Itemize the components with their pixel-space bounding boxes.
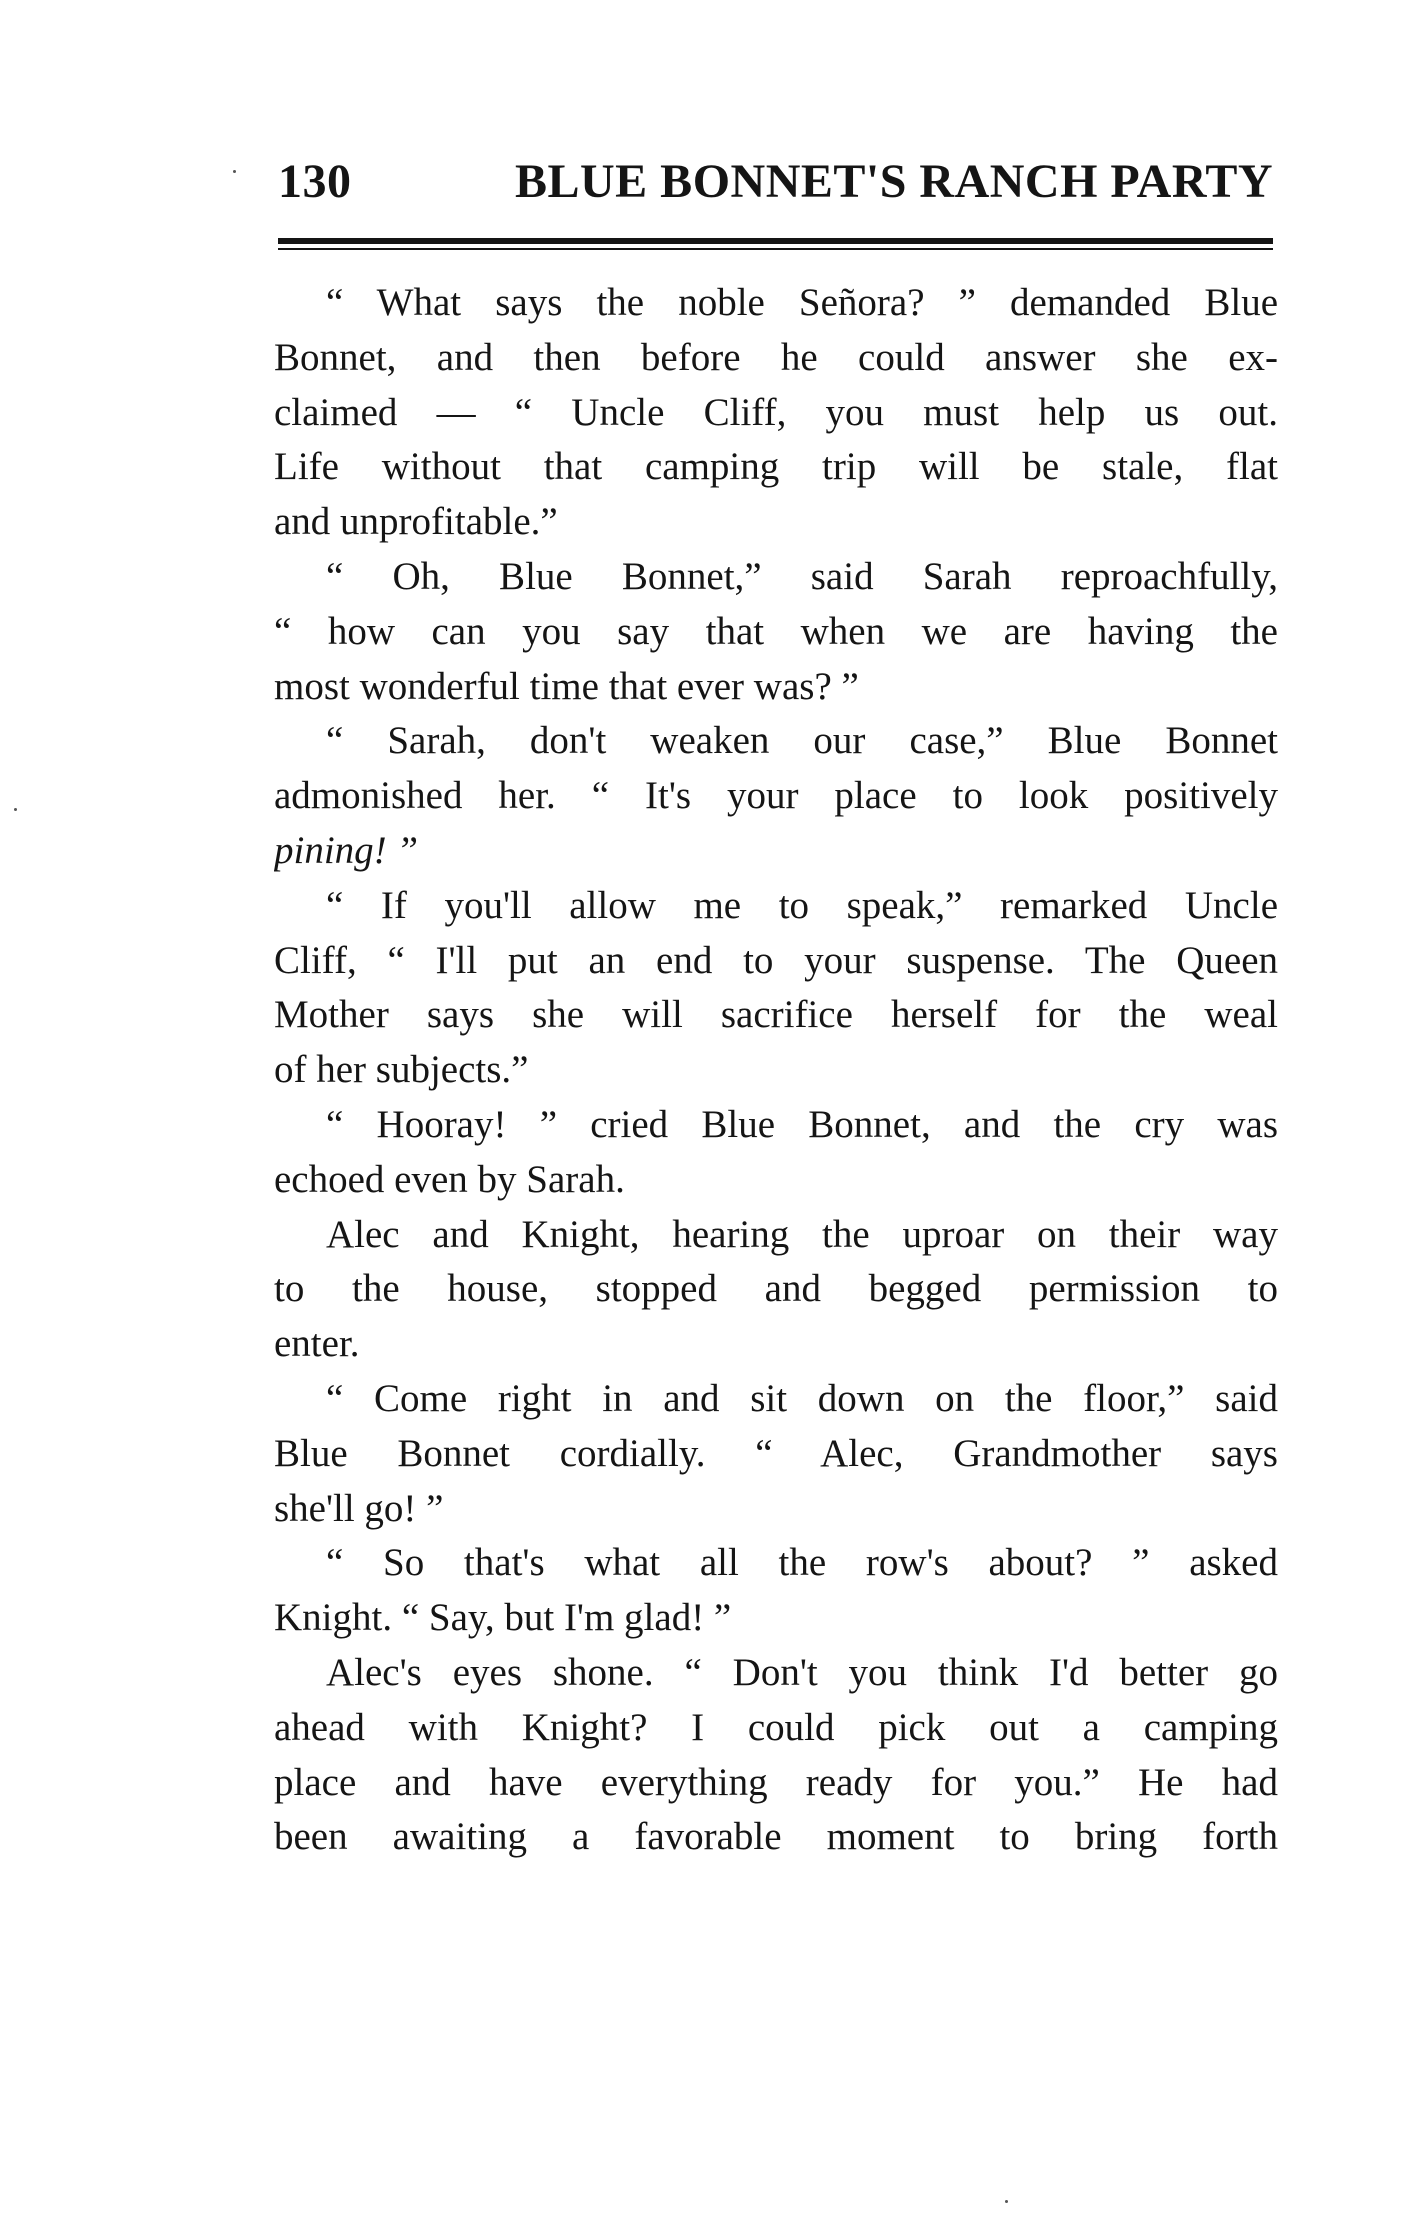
text-line-content: pining! ”	[274, 828, 419, 872]
text-line-content: claimed — “ Uncle Cliff, you must help us out.	[274, 390, 1278, 434]
text-line	[274, 386, 1278, 441]
text-line	[274, 1372, 1278, 1427]
text-line-content: ahead with Knight? I could pick out a camping	[274, 1705, 1278, 1749]
text-line-content: Alec's eyes shone. “ Don't you think I'd better go	[326, 1650, 1278, 1694]
text-line	[274, 988, 1278, 1043]
text-line-content: Alec and Knight, hearing the uproar on their way	[326, 1212, 1278, 1256]
text-line-content: most wonderful time that ever was? ”	[274, 664, 859, 708]
paper-speck	[14, 808, 17, 811]
running-header	[278, 155, 1273, 238]
text-line-content: enter.	[274, 1322, 360, 1366]
text-line-content: “ Oh, Blue Bonnet,” said Sarah reproachfully,	[326, 554, 1278, 598]
running-title: BLUE BONNET'S RANCH PARTY	[514, 155, 1273, 208]
paper-speck	[233, 170, 236, 173]
text-line-content: of her subjects.”	[274, 1048, 529, 1092]
text-line-content: “ If you'll allow me to speak,” remarked Uncle	[326, 883, 1278, 927]
text-line	[274, 331, 1278, 386]
header-line	[278, 155, 1273, 208]
text-line	[274, 1262, 1278, 1317]
text-line	[274, 1208, 1278, 1263]
page-number: 130	[278, 155, 352, 208]
text-line	[274, 1153, 1278, 1208]
text-line-content: Bonnet, and then before he could answer she ex-	[274, 335, 1278, 379]
text-line	[274, 1810, 1278, 1865]
text-line	[274, 1043, 1278, 1098]
text-line	[274, 440, 1278, 495]
text-line	[274, 1536, 1278, 1591]
header-rule-thick	[278, 238, 1273, 244]
text-line	[274, 1427, 1278, 1482]
text-line-content: place and have everything ready for you.” He had	[274, 1760, 1278, 1804]
text-line	[274, 934, 1278, 989]
text-line	[274, 1701, 1278, 1756]
text-line-content: echoed even by Sarah.	[274, 1157, 625, 1201]
text-line	[274, 660, 1278, 715]
text-line-content: been awaiting a favorable moment to bring forth	[274, 1815, 1278, 1859]
text-line	[274, 1591, 1278, 1646]
paper-speck	[1005, 2200, 1008, 2203]
text-line	[274, 769, 1278, 824]
text-line	[274, 879, 1278, 934]
text-line-content: she'll go! ”	[274, 1486, 444, 1530]
text-line	[274, 276, 1278, 331]
header-rule-thin	[278, 248, 1273, 250]
text-line-content: Mother says she will sacrifice herself for the weal	[274, 993, 1278, 1037]
text-line	[274, 495, 1278, 550]
text-line	[274, 714, 1278, 769]
text-line-content: “ how can you say that when we are having the	[274, 609, 1278, 653]
text-line	[274, 1317, 1278, 1372]
text-line-content: Cliff, “ I'll put an end to your suspense. The Queen	[274, 938, 1278, 982]
text-line-content: “ So that's what all the row's about? ” asked	[326, 1541, 1278, 1585]
text-line	[274, 1098, 1278, 1153]
text-line-content: “ Sarah, don't weaken our case,” Blue Bonnet	[326, 719, 1278, 763]
body-text	[274, 276, 1278, 1865]
text-line	[274, 605, 1278, 660]
text-line-content: “ What says the noble Señora? ” demanded Blue	[326, 281, 1278, 324]
text-line	[274, 1482, 1278, 1537]
text-line-content: Life without that camping trip will be stale, flat	[274, 445, 1278, 489]
text-line-content: admonished her. “ It's your place to look positively	[274, 774, 1278, 818]
text-line	[274, 550, 1278, 605]
text-line-content: Blue Bonnet cordially. “ Alec, Grandmother says	[274, 1431, 1278, 1475]
text-line	[274, 1756, 1278, 1811]
text-line-content: and unprofitable.”	[274, 500, 558, 544]
text-line	[274, 824, 1278, 879]
text-line-content: to the house, stopped and begged permission to	[274, 1267, 1278, 1311]
text-line-content: “ Come right in and sit down on the floor,” said	[326, 1376, 1278, 1420]
text-line	[274, 1646, 1278, 1701]
text-line-content: Knight. “ Say, but I'm glad! ”	[274, 1596, 732, 1640]
text-line-content: “ Hooray! ” cried Blue Bonnet, and the cry was	[326, 1102, 1278, 1146]
